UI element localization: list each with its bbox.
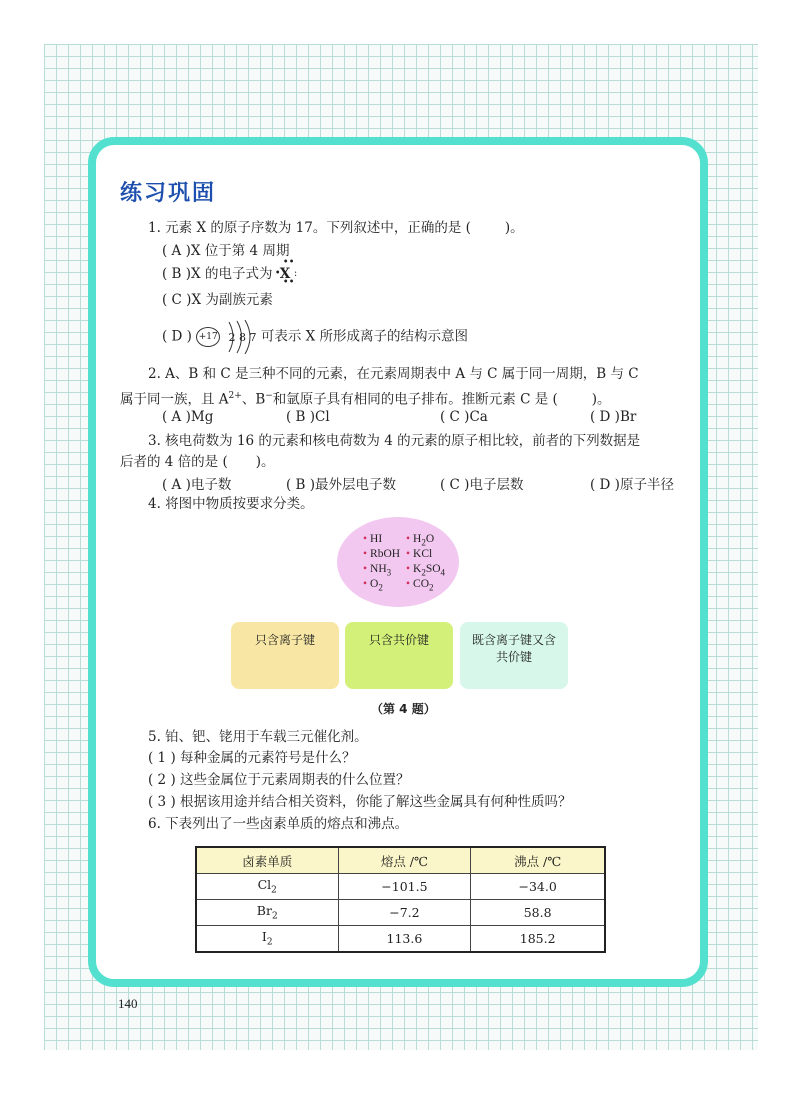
q3-option-d: ( D )原子半径 xyxy=(590,477,674,493)
substances-ellipse xyxy=(337,517,459,607)
halogen-name: $Br_2$ xyxy=(196,900,338,926)
substance-hi: • HI xyxy=(363,533,383,545)
q3-option-b: ( B )最外层电子数 xyxy=(286,477,397,493)
q3-option-a: ( A )电子数 xyxy=(162,477,232,493)
q5-sub1: ( 1 ) 每种金属的元素符号是什么？ xyxy=(148,750,356,766)
substance-nh3: • $NH_3$ xyxy=(363,563,392,578)
substance-k2so4: • $K_2SO_4$ xyxy=(406,563,446,578)
q2-option-b: ( B )Cl xyxy=(286,409,330,425)
q5-sub2: ( 2 ) 这些金属位于元素周期表的什么位置？ xyxy=(148,772,410,788)
melting-point: −7.2 xyxy=(338,900,471,926)
halogen-name: $I_2$ xyxy=(196,926,338,953)
melting-point: 113.6 xyxy=(338,926,471,953)
table-row xyxy=(196,874,605,900)
q2-option-c: ( C )Ca xyxy=(440,409,488,425)
q6-stem: 6. 下表列出了一些卤素单质的熔点和沸点。 xyxy=(148,816,409,832)
page-number: 140 xyxy=(118,996,138,1011)
boiling-point: 58.8 xyxy=(471,900,605,926)
q2-option-a: ( A )Mg xyxy=(162,409,214,425)
shell-electron-counts: 2 8 7 xyxy=(228,330,257,344)
section-title: 练习巩固 xyxy=(120,181,217,206)
header-melting-point: 熔点 /℃ xyxy=(338,847,471,874)
substance-o2: • $O_2$ xyxy=(363,578,383,593)
q2-option-d: ( D )Br xyxy=(590,409,637,425)
boiling-point: −34.0 xyxy=(471,874,605,900)
substance-co2: • $CO_2$ xyxy=(406,578,434,593)
electron-dot-formula: • •• •• : X xyxy=(274,257,298,288)
box-both-bonds: 既含离子键又含 共价键 xyxy=(460,622,568,689)
halogen-name: $Cl_2$ xyxy=(196,874,338,900)
q1-stem: 1. 元素 X 的原子序数为 17。下列叙述中，正确的是 ( )。 xyxy=(148,220,524,236)
nucleus-circle: +17 xyxy=(196,327,220,347)
box-ionic-only: 只含离子键 xyxy=(231,622,339,689)
substance-kcl: • KCl xyxy=(406,548,433,560)
q1-option-c: ( C )X 为副族元素 xyxy=(162,292,273,308)
melting-point: −101.5 xyxy=(338,874,471,900)
boiling-point: 185.2 xyxy=(471,926,605,953)
q5-stem: 5. 铂、钯、铑用于车载三元催化剂。 xyxy=(148,729,368,745)
q1-option-d: ( D ) +17 2 8 7 可表示 X 所形成离子的结构示意图 xyxy=(162,320,468,354)
substance-h2o: • $H_2O$ xyxy=(406,533,435,548)
q3-line1: 3. 核电荷数为 16 的元素和核电荷数为 4 的元素的原子相比较，前者的下列数据是 xyxy=(148,433,641,449)
q1-option-a: ( A )X 位于第 4 周期 xyxy=(162,243,290,259)
q1-option-b: ( B )X 的电子式为 • •• •• : X xyxy=(162,257,298,288)
q4-stem: 4. 将图中物质按要求分类。 xyxy=(148,496,314,512)
table-row xyxy=(196,926,605,953)
box-covalent-only: 只含共价键 xyxy=(345,622,453,689)
header-halogen: 卤素单质 xyxy=(196,847,338,874)
q5-sub3: ( 3 ) 根据该用途并结合相关资料，你能了解这些金属具有何种性质吗？ xyxy=(148,794,572,810)
figure-caption: （第 4 题） xyxy=(371,702,436,716)
header-boiling-point: 沸点 /℃ xyxy=(471,847,605,874)
q3-line2: 后者的 4 倍的是 ( )。 xyxy=(120,454,275,470)
table-row xyxy=(196,900,605,926)
substance-rboh: • RbOH xyxy=(363,548,401,560)
q3-option-c: ( C )电子层数 xyxy=(440,477,524,493)
q2-line1: 2. A、B 和 C 是三种不同的元素，在元素周期表中 A 与 C 属于同一周期，B 与 C xyxy=(148,366,639,382)
halogen-table xyxy=(195,846,606,953)
q2-line2: 属于同一族，且 $A^{2+}$、B−和氩原子具有相同的电子排布。推断元素 C 是 ( )。 xyxy=(120,391,611,408)
